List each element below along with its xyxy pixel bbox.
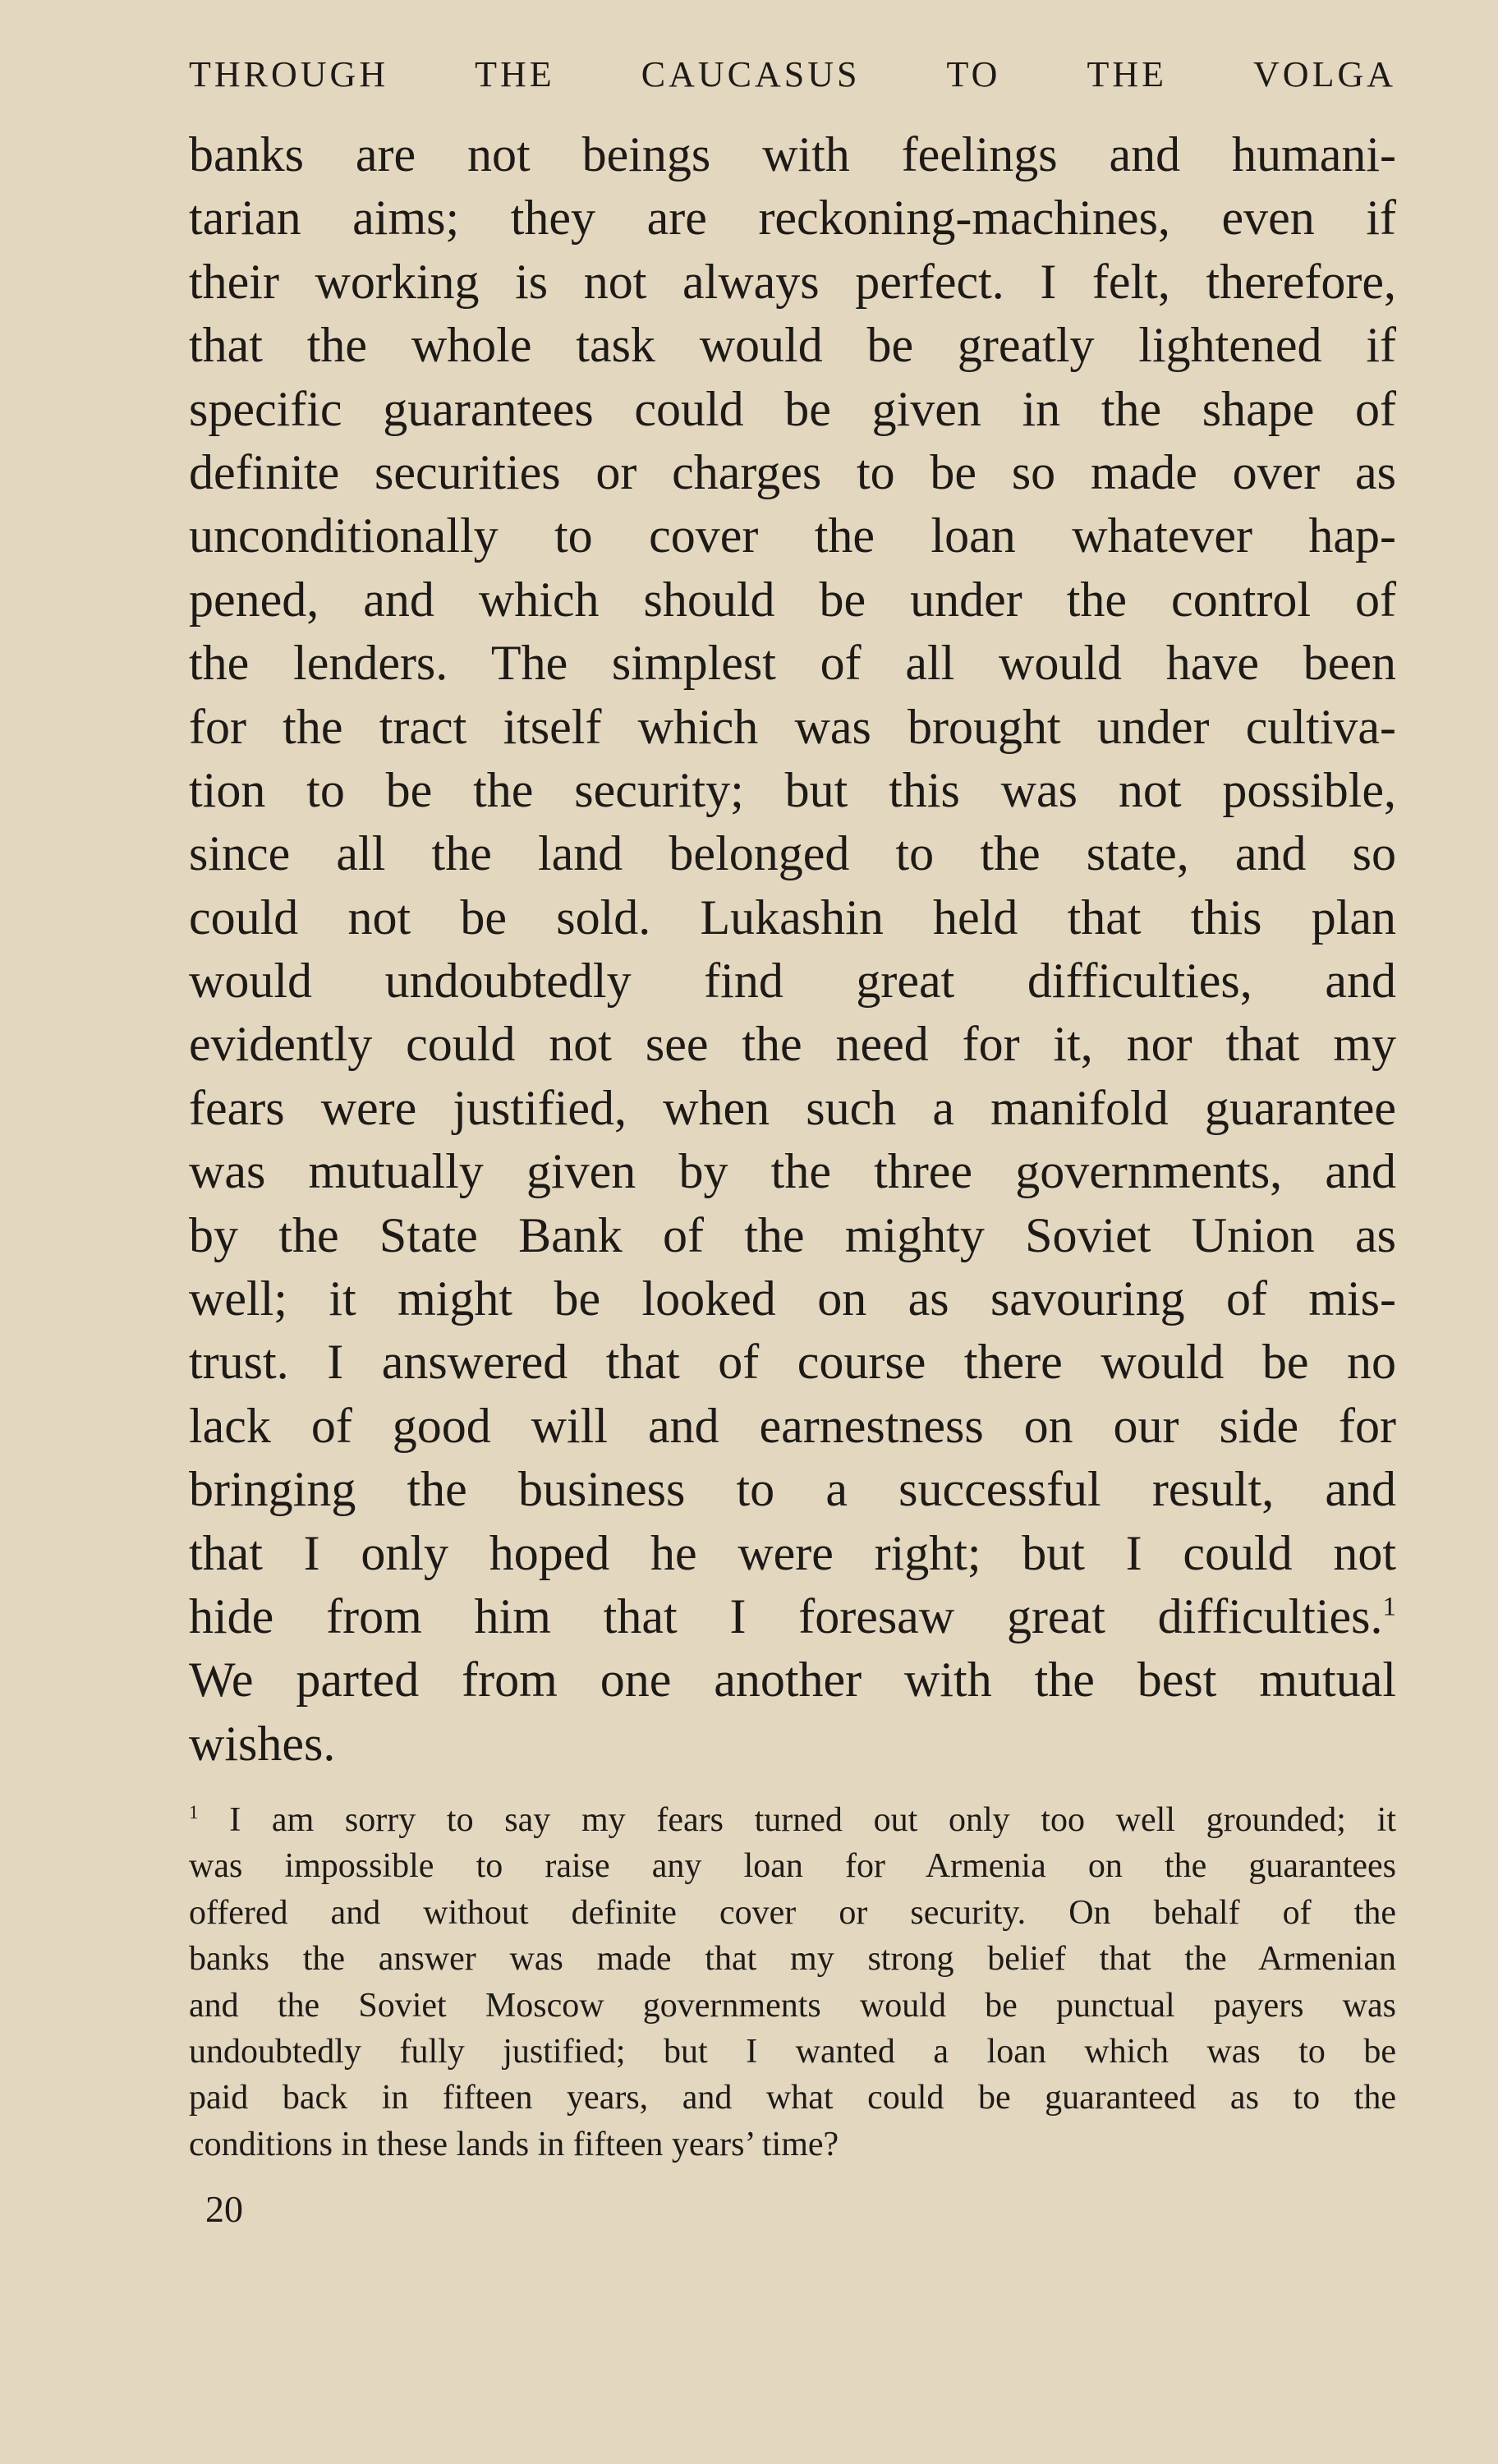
- body-line: by the State Bank of the mighty Soviet Union as: [189, 1207, 1396, 1262]
- body-line: was mutually given by the three governments, and: [189, 1144, 1396, 1199]
- body-line: banks are not beings with feelings and humani-: [189, 127, 1396, 182]
- body-line: trust. I answered that of course there would be no: [189, 1335, 1396, 1390]
- footnote-line: banks the answer was made that my strong belief that the Armenian: [189, 1940, 1396, 1979]
- body-line: since all the land belonged to the state, and so: [189, 826, 1396, 881]
- running-head-word: VOLGA: [1253, 53, 1396, 94]
- footnote-line: conditions in these lands in fifteen years’ time?: [189, 2125, 839, 2163]
- running-head-word: THE: [1087, 53, 1167, 94]
- running-head-word: THE: [475, 53, 555, 94]
- body-line: could not be sold. Lukashin held that this plan: [189, 890, 1396, 945]
- footnote-marker: 1: [189, 1801, 199, 1823]
- footnote-line: offered and without definite cover or security. On behalf of the: [189, 1893, 1396, 1932]
- footnote-line: and the Soviet Moscow governments would be punctual payers was: [189, 1986, 1396, 2025]
- body-line: specific guarantees could be given in the shape of: [189, 381, 1396, 436]
- page-number: 20: [205, 2188, 243, 2230]
- footnote-line-first: [189, 1797, 1396, 1843]
- footnote-line: was impossible to raise any loan for Armenia on the guarantees: [189, 1847, 1396, 1886]
- body-line: tion to be the security; but this was not possible,: [189, 762, 1396, 817]
- body-line: fears were justified, when such a manifold guarantee: [189, 1080, 1396, 1135]
- footnote-line-text: I am sorry to say my fears turned out only too well grounded; it: [229, 1801, 1396, 1839]
- running-head-word: THROUGH: [189, 53, 389, 94]
- body-line: evidently could not see the need for it, nor that my: [189, 1017, 1396, 1072]
- footnote-line: paid back in fifteen years, and what could be guaranteed as to the: [189, 2079, 1396, 2117]
- body-paragraph: [189, 123, 1396, 1776]
- body-line: bringing the business to a successful result, and: [189, 1462, 1396, 1517]
- body-line: for the tract itself which was brought under cultiva-: [189, 699, 1396, 754]
- body-line: well; it might be looked on as savouring of mis-: [189, 1271, 1396, 1326]
- body-line: unconditionally to cover the loan whatever hap-: [189, 508, 1396, 563]
- body-line: definite securities or charges to be so made over as: [189, 444, 1396, 499]
- body-line: lack of good will and earnestness on our side for: [189, 1398, 1396, 1453]
- body-line: We parted from one another with the best mutual: [189, 1653, 1396, 1708]
- body-line: that the whole task would be greatly lightened if: [189, 318, 1396, 373]
- footnote: [189, 1797, 1396, 2167]
- footnote-line: undoubtedly fully justified; but I wanted a loan which was to be: [189, 2032, 1396, 2071]
- body-line: pened, and which should be under the control of: [189, 572, 1396, 627]
- body-line-text: hide from him that I foresaw great difficulties.: [189, 1588, 1383, 1643]
- body-line: wishes.: [189, 1716, 336, 1771]
- running-head-word: TO: [946, 53, 1001, 94]
- body-line: tarian aims; they are reckoning-machines, even if: [189, 191, 1396, 246]
- running-head-word: CAUCASUS: [641, 53, 861, 94]
- body-line-with-note: [189, 1585, 1396, 1648]
- body-line: the lenders. The simplest of all would have been: [189, 636, 1396, 691]
- body-line: that I only hoped he were right; but I could not: [189, 1525, 1396, 1580]
- body-line: their working is not always perfect. I felt, therefore,: [189, 254, 1396, 309]
- footnote-reference: 1: [1382, 1592, 1396, 1622]
- body-line: would undoubtedly find great difficulties, and: [189, 954, 1396, 1009]
- running-head: [189, 49, 1396, 99]
